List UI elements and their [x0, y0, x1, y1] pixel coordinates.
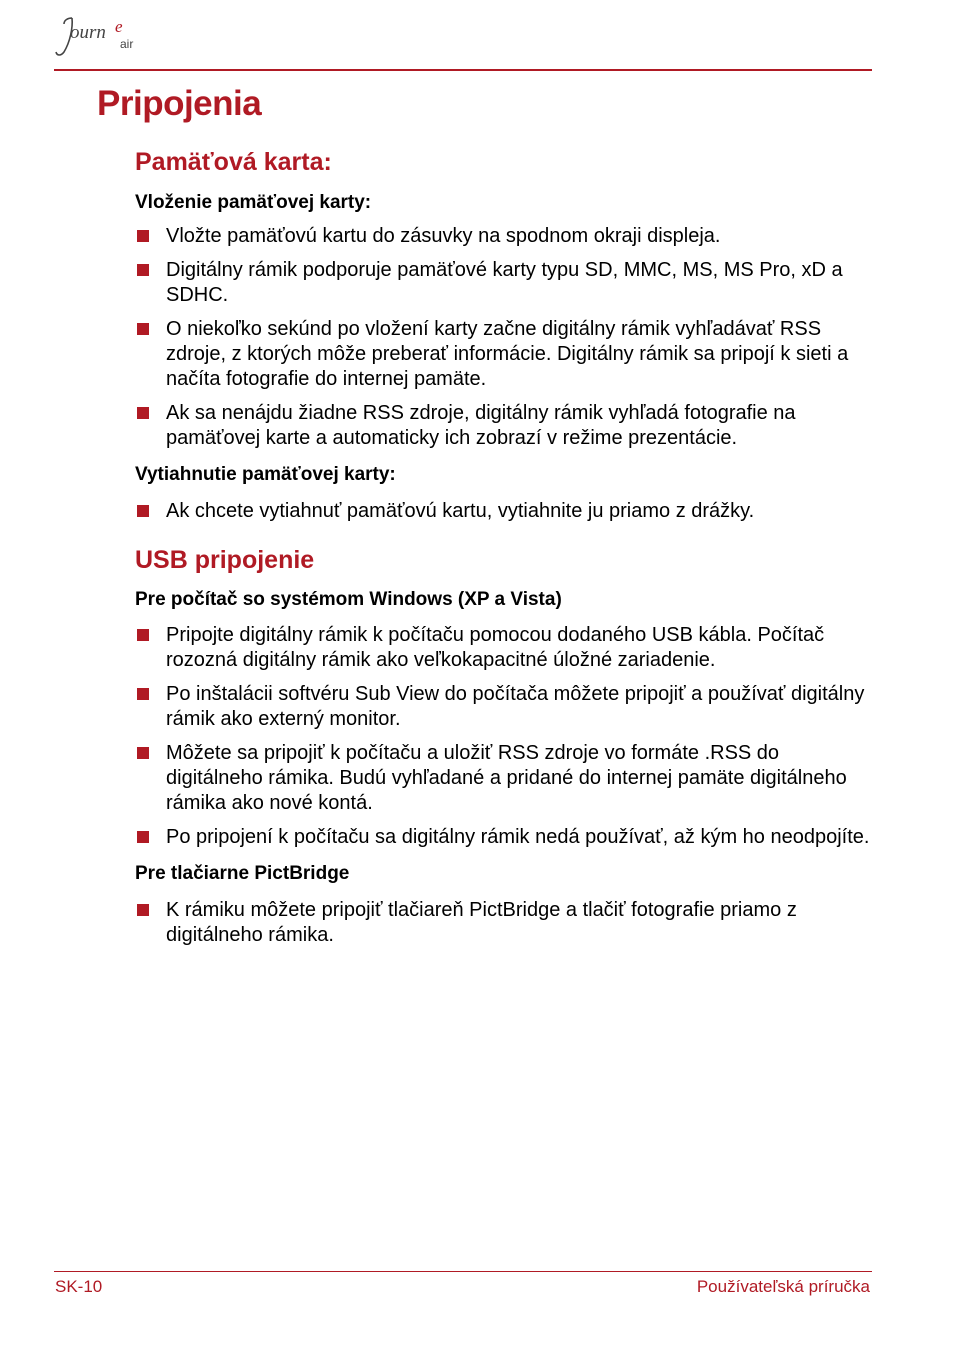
list-item: Ak sa nenájdu žiadne RSS zdroje, digitálny rámik vyhľadá fotografie na pamäťovej karte a automaticky ich zobrazí v režime prezentácie.	[135, 401, 875, 451]
subheading: Pre počítač so systémom Windows (XP a Vista)	[135, 589, 562, 610]
bullet-square-icon	[137, 264, 149, 276]
page-number: SK-10	[55, 1277, 103, 1296]
svg-text:e: e	[115, 17, 123, 36]
list-item: Ak chcete vytiahnuť pamäťovú kartu, vytiahnite ju priamo z drážky.	[135, 499, 875, 524]
manual-name: Používateľská príručka	[696, 1277, 870, 1296]
subheading: Vytiahnutie pamäťovej karty:	[135, 464, 396, 485]
bullet-square-icon	[137, 904, 149, 916]
bullet-square-icon	[137, 230, 149, 242]
bullet-square-icon	[137, 831, 149, 843]
bullet-list	[135, 499, 875, 524]
subheading: Pre tlačiarne PictBridge	[135, 863, 350, 884]
footer-divider	[54, 1271, 872, 1272]
journe-air-logo-icon	[52, 12, 142, 66]
header-divider	[54, 69, 872, 71]
section-title: USB pripojenie	[135, 546, 315, 574]
section-title: Pamäťová karta:	[135, 148, 332, 176]
list-item: Pripojte digitálny rámik k počítaču pomocou dodaného USB kábla. Počítač rozozná digitálny rámik ako veľkokapacitné úložné zariadenie.	[135, 623, 875, 673]
list-item: K rámiku môžete pripojiť tlačiareň PictBridge a tlačiť fotografie priamo z digitálneho rámika.	[135, 898, 875, 948]
list-item: Digitálny rámik podporuje pamäťové karty typu SD, MMC, MS, MS Pro, xD a SDHC.	[135, 258, 875, 308]
bullet-list	[135, 623, 875, 850]
list-item: Vložte pamäťovú kartu do zásuvky na spodnom okraji displeja.	[135, 224, 875, 249]
page-title: Pripojenia	[97, 84, 262, 123]
svg-text:ourn: ourn	[70, 22, 106, 43]
bullet-list	[135, 224, 875, 451]
list-item: Po inštalácii softvéru Sub View do počítača môžete pripojiť a používať digitálny rámik ako externý monitor.	[135, 682, 875, 732]
list-item: Môžete sa pripojiť k počítaču a uložiť RSS zdroje vo formáte .RSS do digitálneho rámika. Budú vyhľadané a pridané do internej pamäte digitálneho rámika ako nové kontá.	[135, 741, 875, 816]
list-item: Po pripojení k počítaču sa digitálny rámik nedá používať, až kým ho neodpojíte.	[135, 825, 875, 850]
bullet-square-icon	[137, 505, 149, 517]
bullet-square-icon	[137, 407, 149, 419]
subheading: Vloženie pamäťovej karty:	[135, 192, 372, 213]
bullet-square-icon	[137, 688, 149, 700]
bullet-square-icon	[137, 323, 149, 335]
list-item: O niekoľko sekúnd po vložení karty začne digitálny rámik vyhľadávať RSS zdroje, z ktorých môže preberať informácie. Digitálny rámik sa pripojí k sieti a načíta fotografie do internej pamäte.	[135, 317, 875, 392]
bullet-square-icon	[137, 629, 149, 641]
svg-text:air: air	[120, 37, 134, 51]
bullet-square-icon	[137, 747, 149, 759]
page-content	[135, 146, 875, 948]
bullet-list	[135, 898, 875, 948]
